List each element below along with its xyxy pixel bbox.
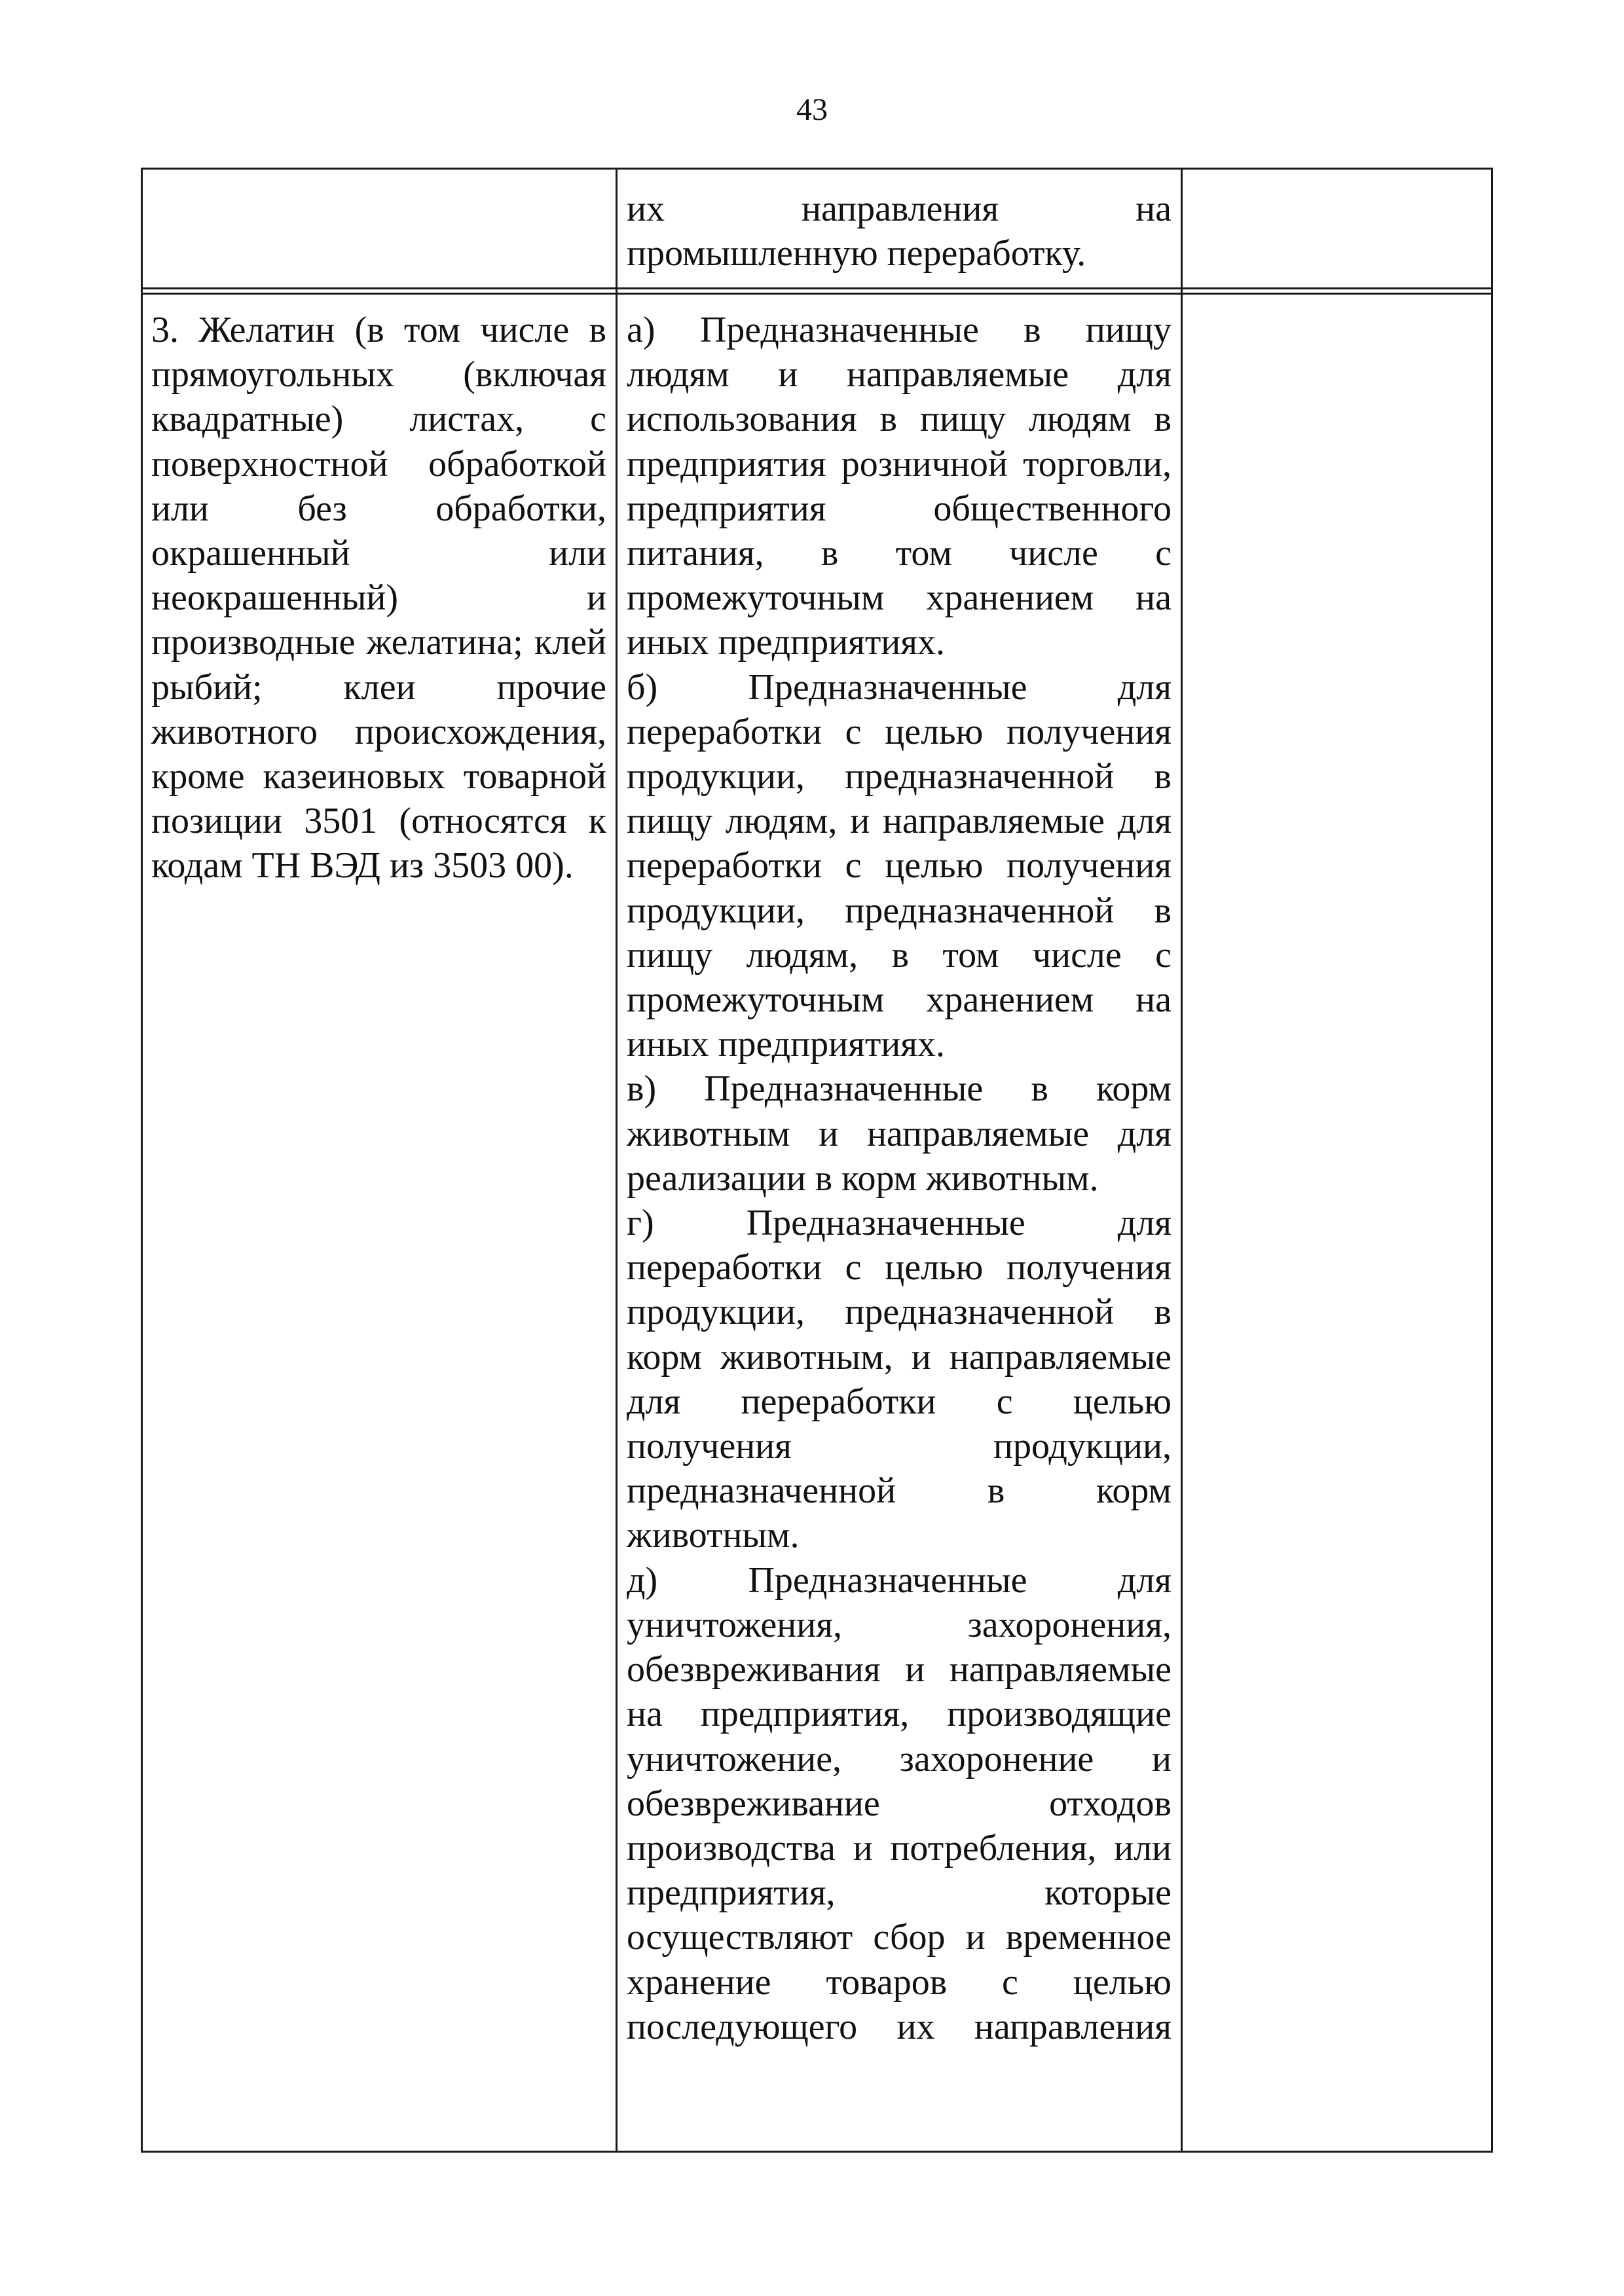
table-column-divider-1	[616, 168, 618, 2153]
page-number: 43	[796, 92, 828, 127]
purpose-item-b: б) Предназначенные для переработки с целью получения продукции, предназначенной в пищу людям, и направляемые для переработки с целью получения продукции, предназначенной в пищу людям, в том числе с промежуточным хранением на иных предприятиях.	[627, 666, 1172, 1065]
row2-col2-cell	[627, 308, 1172, 2049]
table-bottom-border	[141, 2151, 1493, 2153]
row2-col1-cell	[151, 308, 606, 888]
table-right-border	[1491, 168, 1493, 2153]
purpose-item-g: г) Предназначенные для переработки с целью получения продукции, предназначенной в корм животным, и направляемые для переработки с целью получения продукции, предназначенной в корм животным.	[627, 1203, 1172, 1556]
purpose-item-v: в) Предназначенные в корм животным и направляемые для реализации в корм животным.	[627, 1068, 1172, 1199]
document-table	[141, 168, 1493, 2153]
row1-col2-cell	[627, 187, 1172, 276]
table-top-border	[141, 168, 1493, 170]
purpose-item-d: д) Предназначенные для уничтожения, захоронения, обезвреживания и направляемые на предприятия, производящие уничтожение, захоронение и обезвреживание отходов производства и потребления, или предприятия, которые осуществляют сбор и временное хранение товаров с целью последующего их направления	[627, 1559, 1172, 2047]
row1-col2-text: их направления на промышленную переработку.	[627, 189, 1172, 274]
table-column-divider-2	[1181, 168, 1183, 2153]
table-row-divider-second	[141, 293, 1493, 295]
table-left-border	[141, 168, 143, 2153]
purpose-item-a: а) Предназначенные в пищу людям и направляемые для использования в пищу людям в предприятия розничной торговли, предприятия общественного питания, в том числе с промежуточным хранением на иных предприятиях.	[627, 310, 1172, 663]
product-description: 3. Желатин (в том числе в прямоугольных (включая квадратные) листах, с поверхностной обработкой или без обработки, окрашенный или неокрашенный) и производные желатина; клей рыбий; клеи прочие животного происхождения, кроме казеиновых товарной позиции 3501 (относятся к кодам ТН ВЭД из 3503 00).	[151, 310, 606, 886]
table-row-divider	[141, 287, 1493, 289]
